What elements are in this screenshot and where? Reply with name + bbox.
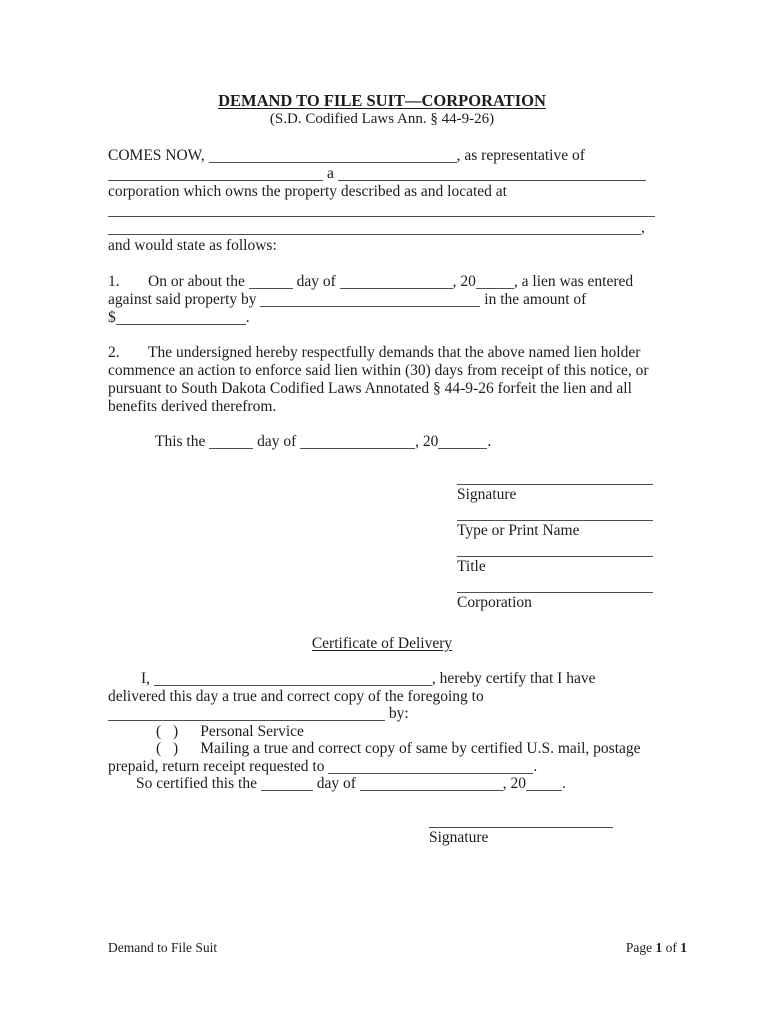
year-prefix-text: , 20 <box>452 273 476 290</box>
by-text: by: <box>388 705 409 722</box>
blank-certified-month[interactable] <box>360 777 503 791</box>
demand-text-3: pursuant to South Dakota Codified Laws Annotated § 44-9-26 forfeit the lien and all <box>108 380 632 397</box>
blank-property-location-2[interactable] <box>108 221 641 235</box>
paragraph-2 <box>108 344 656 416</box>
paragraph-2-line-1 <box>108 344 656 362</box>
lien-entered-text: , a lien was entered <box>513 273 634 290</box>
so-certified-line <box>108 775 656 793</box>
blank-certifier-name[interactable] <box>154 672 432 686</box>
checkbox-personal-service[interactable]: ( ) <box>156 722 179 740</box>
certified-mail-continuation <box>108 758 656 776</box>
page-word-text: Page <box>625 940 656 955</box>
title-entry <box>457 556 653 576</box>
certify-line-3 <box>108 705 656 723</box>
title-label: Title <box>457 558 486 575</box>
blank-property-location-1[interactable] <box>108 203 655 217</box>
blank-corporation-name[interactable] <box>108 167 323 181</box>
certify-line-1 <box>108 670 656 688</box>
footer-document-name: Demand to File Suit <box>108 940 218 955</box>
blank-execution-year[interactable] <box>438 435 487 449</box>
in-amount-text: in the amount of <box>484 291 587 308</box>
day-of-text: day of <box>296 273 336 290</box>
blank-execution-month[interactable] <box>300 435 415 449</box>
i-text: I, <box>141 670 151 687</box>
prepaid-text: prepaid, return receipt requested to <box>108 757 325 775</box>
this-the-text: This the <box>155 433 206 450</box>
blank-certified-day[interactable] <box>261 777 313 791</box>
certify-line-2: delivered this day a true and correct copy of the foregoing to <box>108 687 484 705</box>
comes-now-line <box>108 147 656 165</box>
blank-lien-day[interactable] <box>249 275 293 289</box>
paragraph-1-line-2 <box>108 291 656 309</box>
certifier-signature-label: Signature <box>429 828 489 846</box>
paragraph-1-line-3 <box>108 309 656 327</box>
property-location-line-1 <box>108 201 656 219</box>
cert-year-prefix-text: , 20 <box>502 775 527 792</box>
footer-page-indicator <box>626 940 687 956</box>
certified-mail-row <box>108 740 656 758</box>
print-name-label: Type or Print Name <box>457 522 580 539</box>
demand-text-2: commence an action to enforce said lien within (30) days from receipt of this notice, or <box>108 362 649 379</box>
demand-text-4: benefits derived therefrom. <box>108 398 277 415</box>
personal-service-label: Personal Service <box>200 722 304 740</box>
comma-text: , <box>641 219 645 236</box>
property-location-line-2 <box>108 219 656 237</box>
checkbox-certified-mail[interactable]: ( ) <box>156 740 179 757</box>
blank-lien-month[interactable] <box>340 275 453 289</box>
blank-lien-holder-name[interactable] <box>260 293 480 307</box>
execution-date-line <box>108 433 656 451</box>
document-subtitle: (S.D. Codified Laws Ann. § 44-9-26) <box>269 111 495 127</box>
page-current-number: 1 <box>655 940 663 955</box>
signature-entry <box>457 484 653 504</box>
signature-label: Signature <box>457 486 517 503</box>
paragraph-1-number: 1. <box>108 273 120 290</box>
of-word-text: of <box>662 940 681 955</box>
certifier-signature-block <box>429 827 613 847</box>
blank-execution-day[interactable] <box>209 435 253 449</box>
blank-certified-year[interactable] <box>526 777 562 791</box>
blank-lien-amount[interactable] <box>116 311 246 325</box>
certified-mail-label: Mailing a true and correct copy of same by certified U.S. mail, postage <box>200 740 641 757</box>
corporation-name-line <box>108 165 656 183</box>
against-property-text: against said property by <box>108 291 257 308</box>
paragraph-2-number: 2. <box>108 344 120 361</box>
cert-day-of-text: day of <box>316 775 356 792</box>
cert-period-text: . <box>562 775 566 792</box>
so-certified-text: So certified this the <box>136 775 257 792</box>
a-text: a <box>327 165 334 182</box>
representative-of-text: , as representative of <box>456 147 585 164</box>
corporation-label: Corporation <box>457 594 532 611</box>
print-name-entry <box>457 520 653 540</box>
period-text: . <box>245 309 250 326</box>
comes-now-text: COMES NOW, <box>108 147 205 164</box>
certificate-of-delivery <box>108 670 656 793</box>
demand-text-1: The undersigned hereby respectfully demands that the above named lien holder <box>148 344 641 361</box>
certificate-heading: Certificate of Delivery <box>311 635 453 652</box>
blank-delivered-to[interactable] <box>108 707 385 721</box>
mailed-period-text: . <box>533 757 538 775</box>
blank-mailed-to[interactable] <box>328 760 533 774</box>
signature-block <box>457 484 653 612</box>
document-title: DEMAND TO FILE SUIT—CORPORATION <box>218 91 546 110</box>
page-total-number: 1 <box>680 940 687 955</box>
corporation-owns-line: corporation which owns the property described as and located at <box>108 183 507 200</box>
on-or-about-text: On or about the <box>148 273 245 290</box>
paragraph-1 <box>108 273 656 327</box>
exec-day-of-text: day of <box>257 433 297 450</box>
dollar-sign-text: $ <box>108 309 116 326</box>
paragraph-1-line-1 <box>108 273 656 291</box>
personal-service-row <box>108 723 656 741</box>
exec-period-text: . <box>487 433 492 450</box>
exec-year-prefix-text: , 20 <box>415 433 439 450</box>
opening-paragraph <box>108 147 656 255</box>
blank-state-of-incorporation[interactable] <box>338 167 646 181</box>
blank-lien-year[interactable] <box>476 275 514 289</box>
hereby-certify-text: , hereby certify that I have <box>431 670 596 687</box>
blank-representative-name[interactable] <box>209 149 457 163</box>
would-state-line: and would state as follows: <box>108 237 277 254</box>
page-footer <box>108 940 687 956</box>
corporation-entry <box>457 592 653 612</box>
